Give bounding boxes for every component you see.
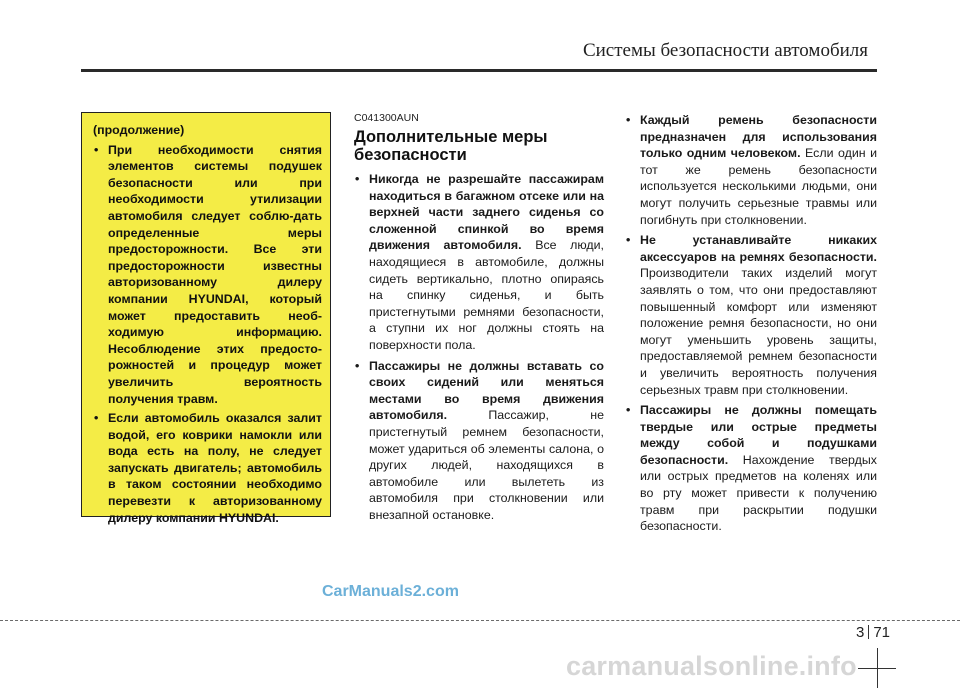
bullet-list — [354, 171, 604, 523]
chapter-number: 3 — [856, 624, 865, 641]
bullet-lead: Не устанавливайте никаких аксессуаров на ремнях безопасности. — [640, 233, 877, 264]
bullet-item — [354, 358, 604, 524]
bullet-lead: Никогда не разрешайте пассажирам находиться в багажном отсеке или на верхней части заднего сиденья со сложенной спинкой во время движения автомобиля. — [369, 172, 604, 253]
warning-list — [93, 142, 322, 527]
page-value: 71 — [873, 624, 891, 641]
column-right — [625, 112, 877, 539]
bullet-lead: Пассажиры не должны помещать твердые или острые предметы между собой и подушками безопасности. — [640, 403, 877, 467]
bullet-lead: Пассажиры не должны вставать со своих сидений или меняться местами во время движения автомобиля. — [369, 358, 604, 423]
warning-box — [81, 112, 331, 525]
section-code: C041300AUN — [354, 112, 419, 124]
crop-mark-horizontal — [858, 668, 896, 669]
continued-label: (продолжение) — [93, 123, 185, 137]
bullet-lead: Каждый ремень безопасности предназначен для использования только одним человеком. — [640, 113, 877, 161]
section-title: Дополнительные меры безопасности — [354, 128, 548, 164]
bullet-text: Нахождение твердых или острых предметов на коленях или во рту может привести к получению травм при раскрытии подушки безопасности. — [640, 452, 877, 534]
page-separator — [868, 625, 869, 639]
bullet-item — [625, 402, 877, 535]
watermark-link[interactable]: CarManuals2.com — [322, 583, 459, 600]
bullet-text: Пассажир, не пристегнутый ремнем безопасности, может удариться об элементы салона, о других людей, находящихся в автомобиле или вылететь из автомобиля при столкновении или внезапной остановке. — [369, 408, 604, 522]
running-header: Системы безопасности автомобиля — [582, 40, 868, 61]
bullet-text: Если один и тот же ремень безопасности используется несколькими людьми, они могут получить серьезные травмы или погибнуть при столкновении. — [640, 146, 877, 227]
bullet-text: Все люди, находящиеся в автомобиле, должны сидеть вертикально, плотно опираясь на спинку сиденья, и быть пристегнутыми ремнями безопасности, а ступни их ног должны стоять на поверхности пола. — [369, 238, 604, 352]
watermark-footer: carmanualsonline.info — [566, 651, 857, 681]
bullet-item — [625, 112, 877, 228]
footer-rule — [0, 620, 960, 621]
warning-item: • Если автомобиль оказался залит водой, его коврики намокли или вода есть на полу, не следует запускать двигатель; автомобиль в таком состоянии необходимо перевезти к авторизованному дилеру компании HYUNDAI. — [93, 410, 322, 526]
page-number — [856, 624, 890, 641]
bullet-item — [625, 232, 877, 398]
bullet-text: Производители таких изделий могут заявлять о том, что они предоставляют повышенный комфорт или изменяют положение ремня безопасности, но они могут уменьшить уровень защиты, предоставляемой ремнем безопасности и увеличить вероятность получения серьезных травм при столкновении. — [640, 266, 877, 397]
column-middle — [354, 112, 604, 527]
header-rule — [81, 69, 877, 72]
bullet-item — [354, 171, 604, 354]
warning-item: • При необходимости снятия элементов системы подушек безопасности или при необходимости утилизации автомобиля следует соблю-дать определенные меры предосторожности. Все эти предосторожности известны авторизованному дилеру компании HYUNDAI, который может предоставить необ-ходимую информацию. Несоблюдение этих предосто-рожностей и процедур может увеличить вероятность получения травм. — [93, 142, 322, 408]
bullet-list — [625, 112, 877, 535]
